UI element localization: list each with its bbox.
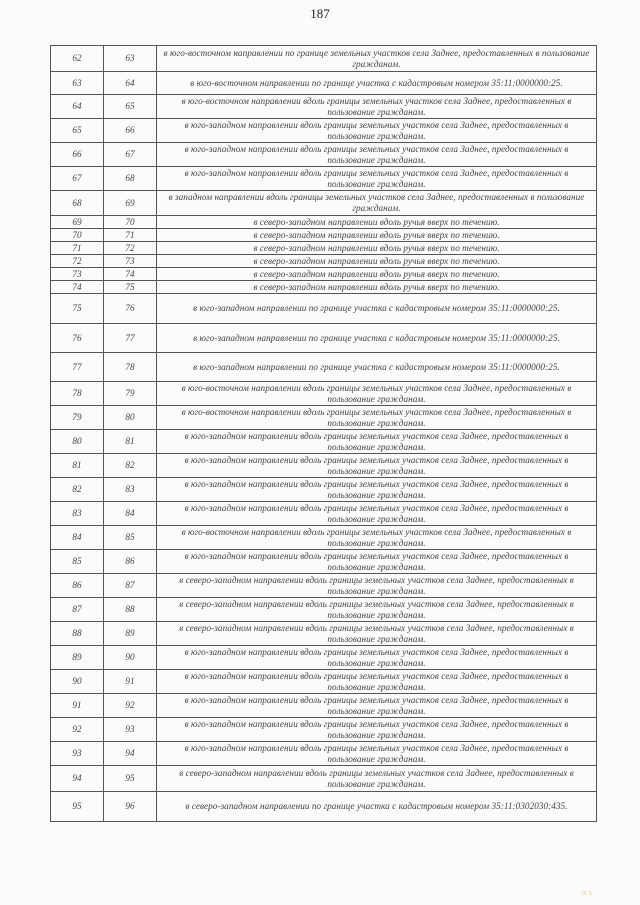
- page-number: 187: [310, 6, 330, 21]
- point-to-cell: 91: [104, 670, 157, 694]
- direction-description-cell: в юго-западном направлении вдоль границы земельных участков села Заднее, предоставленных в пользование гражданам.: [157, 718, 597, 742]
- table-row: [51, 353, 597, 382]
- table-row: [51, 550, 597, 574]
- point-from-cell: 77: [51, 353, 104, 382]
- point-to-cell: 65: [104, 95, 157, 119]
- point-from-cell: 75: [51, 294, 104, 324]
- table-row: [51, 430, 597, 454]
- point-to-cell: 89: [104, 622, 157, 646]
- point-from-cell: 70: [51, 229, 104, 242]
- point-from-cell: 76: [51, 324, 104, 353]
- point-to-cell: 80: [104, 406, 157, 430]
- point-from-cell: 65: [51, 119, 104, 143]
- point-to-cell: 76: [104, 294, 157, 324]
- point-from-cell: 90: [51, 670, 104, 694]
- point-to-cell: 67: [104, 143, 157, 167]
- table-row: [51, 229, 597, 242]
- point-to-cell: 81: [104, 430, 157, 454]
- direction-description-cell: в северо-западном направлении по границе участка с кадастровым номером 35:11:0302030:435.: [157, 792, 597, 822]
- table-row: [51, 670, 597, 694]
- direction-description-cell: в юго-западном направлении вдоль границы земельных участков села Заднее, предоставленных в пользование гражданам.: [157, 694, 597, 718]
- boundary-table: [50, 45, 597, 822]
- point-from-cell: 79: [51, 406, 104, 430]
- table-row: [51, 46, 597, 72]
- point-from-cell: 63: [51, 72, 104, 95]
- direction-description-cell: в юго-западном направлении вдоль границы земельных участков села Заднее, предоставленных в пользование гражданам.: [157, 454, 597, 478]
- point-to-cell: 71: [104, 229, 157, 242]
- point-from-cell: 91: [51, 694, 104, 718]
- direction-description-cell: в юго-восточном направлении вдоль границы земельных участков села Заднее, предоставленных в пользование гражданам.: [157, 382, 597, 406]
- point-to-cell: 66: [104, 119, 157, 143]
- point-to-cell: 72: [104, 242, 157, 255]
- point-from-cell: 87: [51, 598, 104, 622]
- point-to-cell: 75: [104, 281, 157, 294]
- point-from-cell: 66: [51, 143, 104, 167]
- point-from-cell: 67: [51, 167, 104, 191]
- point-from-cell: 80: [51, 430, 104, 454]
- point-from-cell: 69: [51, 216, 104, 229]
- direction-description-cell: в юго-восточном направлении вдоль границы земельных участков села Заднее, предоставленных в пользование гражданам.: [157, 95, 597, 119]
- point-from-cell: 92: [51, 718, 104, 742]
- table-row: [51, 191, 597, 216]
- point-to-cell: 79: [104, 382, 157, 406]
- direction-description-cell: в западном направлении вдоль границы земельных участков села Заднее, предоставленных в пользование гражданам.: [157, 191, 597, 216]
- point-from-cell: 85: [51, 550, 104, 574]
- direction-description-cell: в северо-западном направлении вдоль ручья вверх по течению.: [157, 255, 597, 268]
- direction-description-cell: в юго-западном направлении вдоль границы земельных участков села Заднее, предоставленных в пользование гражданам.: [157, 119, 597, 143]
- point-to-cell: 77: [104, 324, 157, 353]
- point-from-cell: 81: [51, 454, 104, 478]
- point-to-cell: 90: [104, 646, 157, 670]
- direction-description-cell: в северо-западном направлении вдоль границы земельных участков села Заднее, предоставленных в пользование гражданам.: [157, 766, 597, 792]
- point-to-cell: 69: [104, 191, 157, 216]
- table-row: [51, 598, 597, 622]
- table-row: [51, 742, 597, 766]
- point-from-cell: 78: [51, 382, 104, 406]
- point-from-cell: 74: [51, 281, 104, 294]
- point-from-cell: 73: [51, 268, 104, 281]
- point-to-cell: 70: [104, 216, 157, 229]
- direction-description-cell: в северо-западном направлении вдоль ручья вверх по течению.: [157, 229, 597, 242]
- point-to-cell: 86: [104, 550, 157, 574]
- point-from-cell: 68: [51, 191, 104, 216]
- point-to-cell: 87: [104, 574, 157, 598]
- point-from-cell: 83: [51, 502, 104, 526]
- table-row: [51, 281, 597, 294]
- point-to-cell: 88: [104, 598, 157, 622]
- table-row: [51, 72, 597, 95]
- direction-description-cell: в юго-западном направлении вдоль границы земельных участков села Заднее, предоставленных в пользование гражданам.: [157, 670, 597, 694]
- table-row: [51, 694, 597, 718]
- table-row: [51, 406, 597, 430]
- table-row: [51, 242, 597, 255]
- direction-description-cell: в юго-западном направлении вдоль границы земельных участков села Заднее, предоставленных в пользование гражданам.: [157, 550, 597, 574]
- point-from-cell: 89: [51, 646, 104, 670]
- table-row: [51, 382, 597, 406]
- point-to-cell: 95: [104, 766, 157, 792]
- point-from-cell: 95: [51, 792, 104, 822]
- direction-description-cell: в юго-западном направлении вдоль границы земельных участков села Заднее, предоставленных в пользование гражданам.: [157, 742, 597, 766]
- point-to-cell: 74: [104, 268, 157, 281]
- table-row: [51, 622, 597, 646]
- point-from-cell: 64: [51, 95, 104, 119]
- point-to-cell: 78: [104, 353, 157, 382]
- point-to-cell: 92: [104, 694, 157, 718]
- table-row: [51, 119, 597, 143]
- point-from-cell: 86: [51, 574, 104, 598]
- direction-description-cell: в северо-западном направлении вдоль ручья вверх по течению.: [157, 242, 597, 255]
- direction-description-cell: в юго-западном направлении вдоль границы земельных участков села Заднее, предоставленных в пользование гражданам.: [157, 143, 597, 167]
- direction-description-cell: в северо-западном направлении вдоль ручья вверх по течению.: [157, 281, 597, 294]
- table-row: [51, 167, 597, 191]
- direction-description-cell: в юго-западном направлении вдоль границы земельных участков села Заднее, предоставленных в пользование гражданам.: [157, 502, 597, 526]
- table-row: [51, 454, 597, 478]
- point-to-cell: 73: [104, 255, 157, 268]
- scan-corner-mark: IX 1: [581, 891, 592, 897]
- table-row: [51, 95, 597, 119]
- point-from-cell: 94: [51, 766, 104, 792]
- table-row: [51, 718, 597, 742]
- point-to-cell: 84: [104, 502, 157, 526]
- direction-description-cell: в северо-западном направлении вдоль границы земельных участков села Заднее, предоставленных в пользование гражданам.: [157, 622, 597, 646]
- table-row: [51, 646, 597, 670]
- point-to-cell: 68: [104, 167, 157, 191]
- table-row: [51, 478, 597, 502]
- point-to-cell: 63: [104, 46, 157, 72]
- table-row: [51, 324, 597, 353]
- point-from-cell: 72: [51, 255, 104, 268]
- point-from-cell: 84: [51, 526, 104, 550]
- table-row: [51, 574, 597, 598]
- table-row: [51, 526, 597, 550]
- table-row: [51, 502, 597, 526]
- point-to-cell: 96: [104, 792, 157, 822]
- table-row: [51, 766, 597, 792]
- direction-description-cell: в юго-западном направлении вдоль границы земельных участков села Заднее, предоставленных в пользование гражданам.: [157, 646, 597, 670]
- direction-description-cell: в юго-восточном направлении вдоль границы земельных участков села Заднее, предоставленных в пользование гражданам.: [157, 526, 597, 550]
- table-row: [51, 792, 597, 822]
- boundary-table-body: [51, 46, 597, 822]
- direction-description-cell: в юго-западном направлении вдоль границы земельных участков села Заднее, предоставленных в пользование гражданам.: [157, 478, 597, 502]
- table-row: [51, 255, 597, 268]
- table-row: [51, 294, 597, 324]
- direction-description-cell: в юго-восточном направлении по границе участка с кадастровым номером 35:11:0000000:25.: [157, 72, 597, 95]
- point-to-cell: 82: [104, 454, 157, 478]
- point-from-cell: 62: [51, 46, 104, 72]
- direction-description-cell: в северо-западном направлении вдоль ручья вверх по течению.: [157, 268, 597, 281]
- direction-description-cell: в юго-восточном направлении вдоль границы земельных участков села Заднее, предоставленных в пользование гражданам.: [157, 406, 597, 430]
- direction-description-cell: в юго-западном направлении по границе участка с кадастровым номером 35:11:0000000:25.: [157, 294, 597, 324]
- direction-description-cell: в юго-западном направлении по границе участка с кадастровым номером 35:11:0000000:25.: [157, 324, 597, 353]
- point-to-cell: 93: [104, 718, 157, 742]
- table-row: [51, 143, 597, 167]
- direction-description-cell: в северо-западном направлении вдоль границы земельных участков села Заднее, предоставленных в пользование гражданам.: [157, 574, 597, 598]
- point-from-cell: 93: [51, 742, 104, 766]
- direction-description-cell: в юго-западном направлении вдоль границы земельных участков села Заднее, предоставленных в пользование гражданам.: [157, 167, 597, 191]
- point-to-cell: 64: [104, 72, 157, 95]
- point-from-cell: 71: [51, 242, 104, 255]
- point-from-cell: 82: [51, 478, 104, 502]
- point-to-cell: 94: [104, 742, 157, 766]
- direction-description-cell: в северо-западном направлении вдоль ручья вверх по течению.: [157, 216, 597, 229]
- table-row: [51, 268, 597, 281]
- direction-description-cell: в юго-восточном направлении по границе земельных участков села Заднее, предоставленных в пользование гражданам.: [157, 46, 597, 72]
- point-to-cell: 85: [104, 526, 157, 550]
- direction-description-cell: в северо-западном направлении вдоль границы земельных участков села Заднее, предоставленных в пользование гражданам.: [157, 598, 597, 622]
- direction-description-cell: в юго-западном направлении вдоль границы земельных участков села Заднее, предоставленных в пользование гражданам.: [157, 430, 597, 454]
- point-from-cell: 88: [51, 622, 104, 646]
- point-to-cell: 83: [104, 478, 157, 502]
- direction-description-cell: в юго-западном направлении по границе участка с кадастровым номером 35:11:0000000:25.: [157, 353, 597, 382]
- table-row: [51, 216, 597, 229]
